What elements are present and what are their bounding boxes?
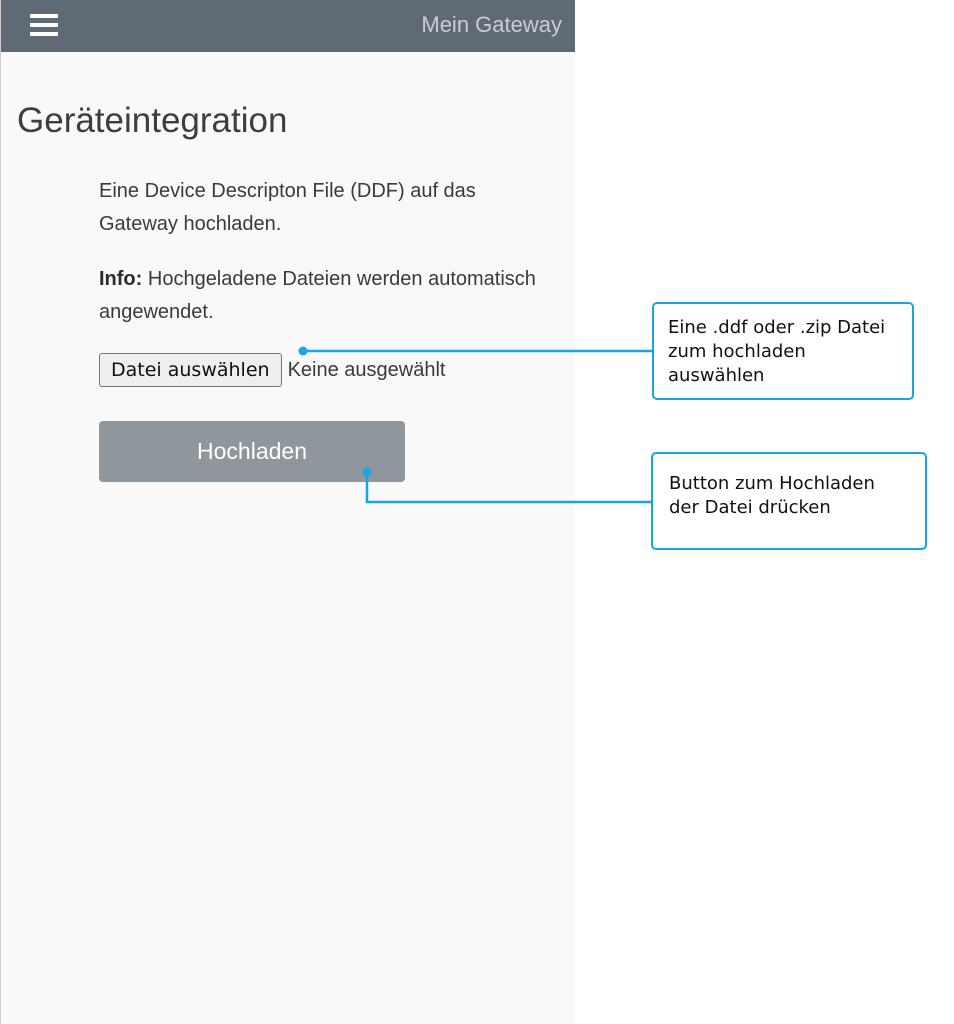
info-text [99,263,549,329]
hamburger-menu-icon[interactable] [30,14,58,36]
panel-border [0,0,1,1024]
info-label: Info: [99,268,143,290]
annotation-upload: Button zum Hochladen der Datei drücken [651,452,927,550]
upload-button[interactable]: Hochladen [99,421,405,482]
top-bar [0,0,575,52]
choose-file-button[interactable]: Datei auswählen [99,353,282,387]
annotation-file-select: Eine .ddf oder .zip Datei zum hochladen auswählen [652,302,914,400]
page-title: Geräteintegration [17,101,288,140]
gateway-name[interactable]: Mein Gateway [421,12,562,37]
info-message: Hochgeladene Dateien werden automatisch angewendet. [99,268,536,323]
file-status: Keine ausgewählt [287,358,446,381]
file-input [99,353,445,387]
page-description: Eine Device Descripton File (DDF) auf das Gateway hochladen. [99,180,476,235]
